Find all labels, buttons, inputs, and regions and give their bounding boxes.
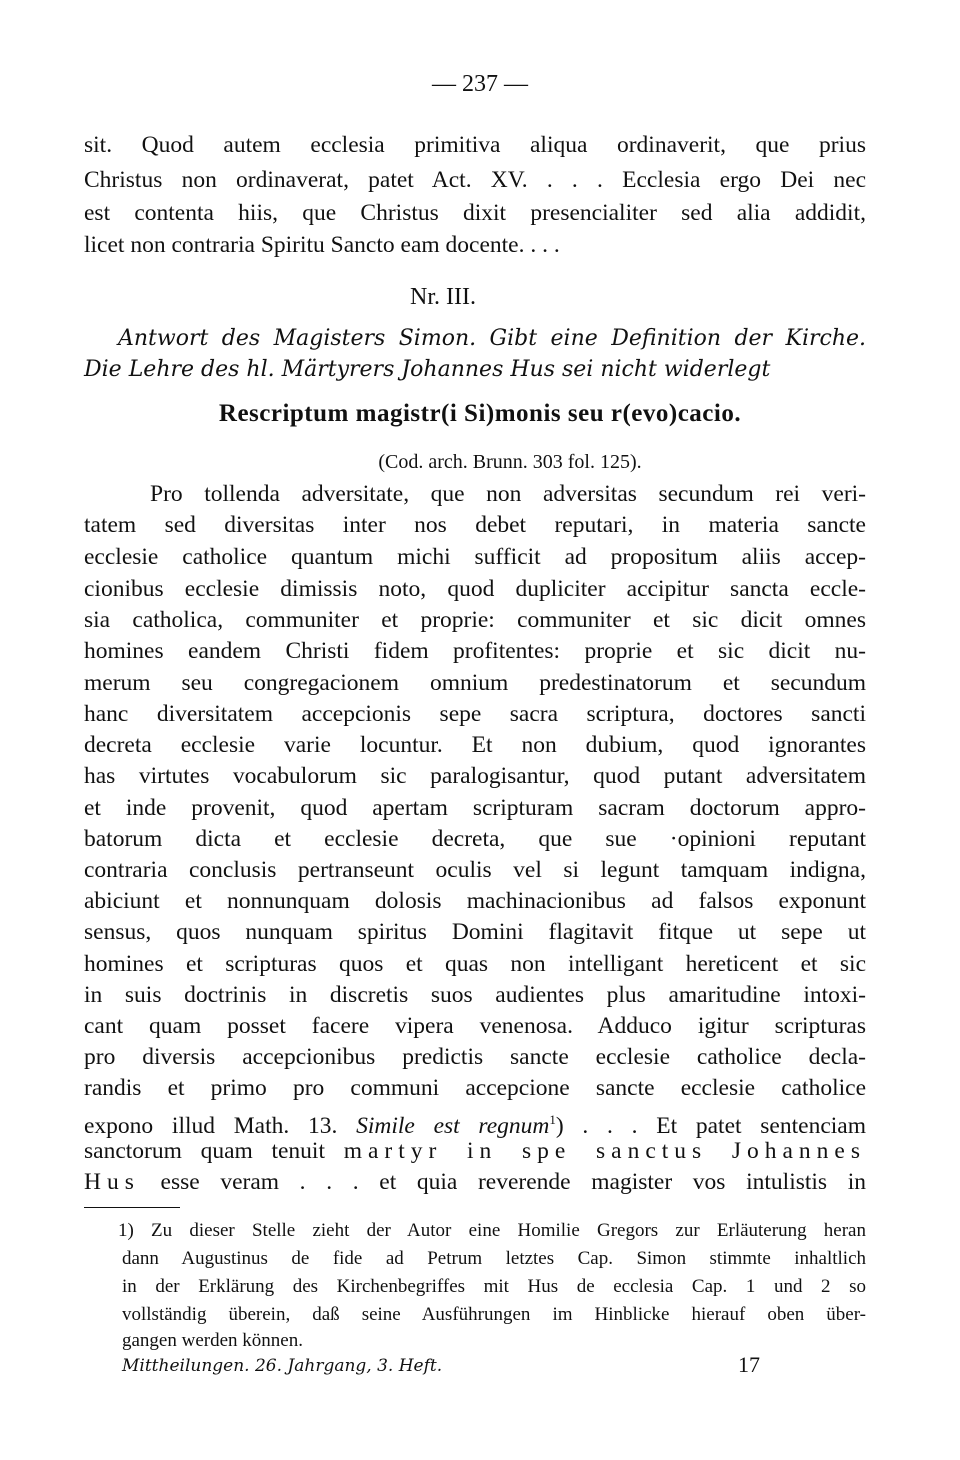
text-line: sia catholica, communiter et proprie: communiter et sic dicit omnes [84,607,866,633]
text-line: randis et primo pro communi accepcione sancte ecclesie catholice [84,1075,866,1101]
text-line: sensus, quos nunquam spiritus Domini flagitavit fitque ut sepe ut [84,919,866,945]
text-line: homines eandem Christi fidem profitentes: proprie et sic dicit nu- [84,638,866,664]
text-line: sit. Quod autem ecclesia primitiva aliqua ordinaverit, que prius [84,132,866,158]
text-line: in suis doctrinis in discretis suos audientes plus amaritudine intoxi- [84,982,866,1008]
text-line-martyr [84,1137,866,1165]
section-title-german-1: Antwort des Magisters Simon. Gibt eine Definition der Kirche. [118,326,866,351]
text-line: tatem sed diversitas inter nos debet reputari, in materia sancte [84,512,866,538]
footnote-rule [84,1207,180,1208]
text-span: ) . . . Et patet sentenciam [555,1112,866,1139]
text-line: cant quam posset facere vipera venenosa. Adduco igitur scripturas [84,1013,866,1039]
section-title-latin: Rescriptum magistr(i Si)monis seu r(evo)cacio. [218,400,742,427]
section-number: Nr. III. [410,284,476,310]
text-line: licet non contraria Spiritu Sancto eam docente. . . . [84,232,560,258]
source-citation: (Cod. arch. Brunn. 303 fol. 125). [378,451,642,473]
quoted-incipit: Simile est regnum [356,1112,550,1139]
footnote-line: gangen werden können. [122,1330,303,1351]
text-line: abiciunt et nonnunquam dolosis machinacionibus ad falsos exponunt [84,888,866,914]
text-line: ecclesie catholice quantum michi sufficit ad propositum aliis accep- [84,544,866,570]
text-line: Pro tollenda adversitate, que non adversitas secundum rei veri- [150,481,866,507]
text-line: contraria conclusis pertranseunt oculis vel si legunt tamquam indigna, [84,857,866,883]
footnote-line: 1) Zu dieser Stelle zieht der Autor eine Homilie Gregors zur Erläuterung heran [118,1220,866,1241]
text-line: pro diversis accepcionibus predictis sancte ecclesie catholice decla- [84,1044,866,1070]
text-line: est contenta hiis, que Christus dixit presencialiter sed alia addidit, [84,200,866,226]
footnote-line: dann Augustinus de fide ad Petrum letztes Cap. Simon stimmte inhaltlich [122,1248,866,1269]
text-line: homines et scripturas quos et quas non intelligant hereticent et sic [84,951,866,977]
text-line-math [84,1106,866,1140]
text-line: hanc diversitatem accepcionis sepe sacra scriptura, doctores sancti [84,701,866,727]
text-line: batorum dicta et ecclesie decreta, que sue ·opinioni reputant [84,826,866,852]
text-line: et inde provenit, quod apertam scripturam sacram doctorum appro- [84,795,866,821]
footnote-line: in der Erklärung des Kirchenbegriffes mit Hus de ecclesia Cap. 1 und 2 so [122,1276,866,1297]
text-span: sanctorum quam tenuit [84,1138,344,1164]
text-line: decreta ecclesie varie locuntur. Et non dubium, quod ignorantes [84,732,866,758]
text-span: esse veram . . . et quia reverende magister vos intulistis in [139,1169,866,1195]
text-line: merum seu congregacionem omnium predestinatorum et secundum [84,670,866,696]
footnote-marker: 1 [549,1112,556,1127]
page-number: — 237 — [432,71,528,97]
signature-line: Mittheilungen. 26. Jahrgang, 3. Heft. [122,1356,443,1376]
signature-number: 17 [738,1352,760,1377]
spaced-text: Hus [84,1169,140,1195]
footnote-line: vollständig überein, daß seine Ausführungen im Hinblicke hierauf oben über- [122,1304,866,1325]
spaced-text: martyr in spe sanctus Johannes [343,1138,867,1164]
text-line-hus [84,1168,866,1196]
text-line: cionibus ecclesie dimissis noto, quod dupliciter accipitur sancta eccle- [84,576,866,602]
section-title-german-2: Die Lehre des hl. Märtyrers Johannes Hus sei nicht widerlegt [84,357,771,382]
text-line: Christus non ordinaverat, patet Act. XV. . . . Ecclesia ergo Dei nec [84,167,866,193]
text-line: has virtutes vocabulorum sic paralogisantur, quod putant adversitatem [84,763,866,789]
text-span: expono illud Math. 13. [84,1112,357,1139]
